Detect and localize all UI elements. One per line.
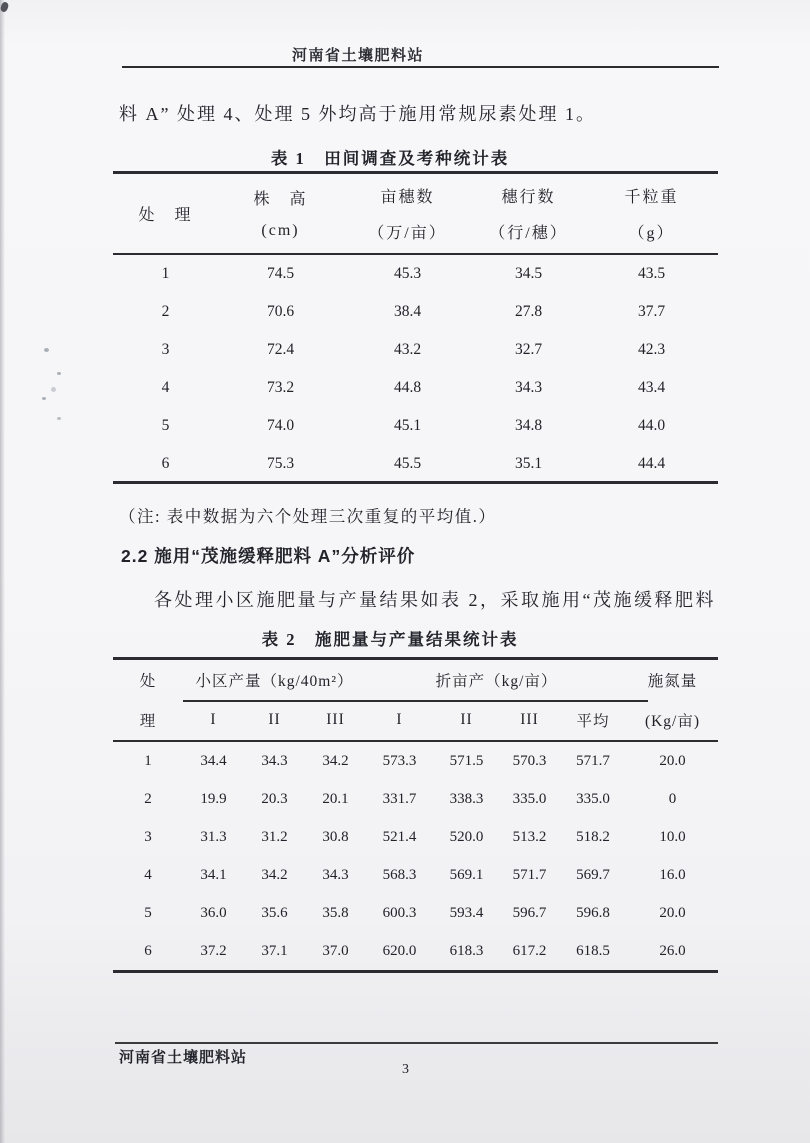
table-cell: 0 xyxy=(668,790,677,807)
table2-title: 表 2 施肥量与产量结果统计表 xyxy=(261,630,519,649)
table1-bottom-rule xyxy=(113,481,718,484)
table2-header-cell: (Kg/亩) xyxy=(644,713,701,730)
section-heading: 2.2 施用“茂施缓释肥料 A”分析评价 xyxy=(121,546,416,566)
table1-header xyxy=(113,173,718,253)
table-cell: 43.5 xyxy=(637,265,666,282)
table-cell: 45.5 xyxy=(393,455,422,472)
header-rule xyxy=(122,66,719,68)
page-footer-title: 河南省土壤肥料站 xyxy=(119,1050,248,1066)
header-unit: （行/穗） xyxy=(489,224,568,242)
table1 xyxy=(113,171,718,484)
table-cell: 34.2 xyxy=(322,752,349,769)
table1-header-cell xyxy=(472,173,585,253)
table1-header-cell xyxy=(343,173,472,253)
table-cell: 35.6 xyxy=(261,904,288,921)
table-cell: 43.4 xyxy=(637,379,666,396)
table1-title: 表 1 田间调查及考种统计表 xyxy=(270,149,510,168)
table2-header-group: 折亩产（kg/亩） xyxy=(435,672,558,690)
table-cell: 34.5 xyxy=(514,265,543,282)
table2-header-cell: III xyxy=(326,711,345,728)
table2-header-group: 小区产量（kg/40m²） xyxy=(195,672,354,690)
table-cell: 618.5 xyxy=(576,942,610,959)
table-cell: 620.0 xyxy=(382,942,417,959)
table-cell: 34.3 xyxy=(322,866,349,883)
table-cell: 570.3 xyxy=(512,752,547,769)
table-cell: 75.3 xyxy=(266,455,295,472)
table-cell: 10.0 xyxy=(659,828,686,845)
table-cell: 34.4 xyxy=(200,752,227,769)
table-cell: 5 xyxy=(161,417,170,434)
header-label: 亩穗数 xyxy=(380,188,435,206)
scan-left-edge-shadow xyxy=(0,0,5,1143)
table2-header-cell: 处 xyxy=(139,672,157,690)
table-cell: 3 xyxy=(144,828,152,845)
table-cell: 571.7 xyxy=(576,752,610,769)
table-cell: 600.3 xyxy=(382,904,417,921)
table-cell: 569.1 xyxy=(449,866,484,883)
table-cell: 19.9 xyxy=(200,790,227,807)
scan-speck xyxy=(51,387,56,392)
table-cell: 74.5 xyxy=(266,265,295,282)
table2-bottom-rule xyxy=(113,970,718,973)
table-cell: 34.1 xyxy=(200,866,227,883)
page-header-title: 河南省土壤肥料站 xyxy=(291,48,424,64)
table-cell: 1 xyxy=(161,265,170,282)
table-cell: 573.3 xyxy=(382,752,417,769)
table-cell: 26.0 xyxy=(659,942,686,959)
table1-note: （注: 表中数据为六个处理三次重复的平均值.） xyxy=(119,507,497,526)
table-cell: 37.2 xyxy=(200,942,227,959)
table-cell: 335.0 xyxy=(512,790,547,807)
table-cell: 31.2 xyxy=(261,828,288,845)
table-cell: 20.0 xyxy=(659,904,686,921)
table-cell: 45.1 xyxy=(393,417,422,434)
table-cell: 43.2 xyxy=(393,341,422,358)
table-cell: 593.4 xyxy=(449,904,484,921)
table-cell: 44.0 xyxy=(637,417,666,434)
header-unit: (cm) xyxy=(261,222,300,239)
table-cell: 35.1 xyxy=(514,455,543,472)
intro-text: 料 A” 处理 4、处理 5 外均高于施用常规尿素处理 1。 xyxy=(119,104,596,124)
table-cell: 568.3 xyxy=(382,866,417,883)
scan-speck xyxy=(57,417,61,420)
table1-header-cell xyxy=(113,173,218,253)
table-cell: 6 xyxy=(144,942,152,959)
scan-speck xyxy=(42,397,46,400)
header-unit: （万/亩） xyxy=(368,224,447,242)
table-cell: 34.2 xyxy=(261,866,288,883)
table1-header-cell xyxy=(585,173,718,253)
table-cell: 521.4 xyxy=(382,828,417,845)
table-cell: 73.2 xyxy=(266,379,295,396)
table1-header-cell xyxy=(218,173,343,253)
header-label: 穗行数 xyxy=(501,188,556,206)
page-number: 3 xyxy=(402,1062,409,1077)
table-cell: 34.3 xyxy=(261,752,288,769)
table-cell: 44.8 xyxy=(393,379,422,396)
table-cell: 37.0 xyxy=(322,942,349,959)
table-cell: 16.0 xyxy=(659,866,686,883)
table-cell: 569.7 xyxy=(576,866,610,883)
table-cell: 36.0 xyxy=(200,904,227,921)
table-cell: 518.2 xyxy=(576,828,610,845)
table-cell: 35.8 xyxy=(322,904,349,921)
table-cell: 34.8 xyxy=(514,417,543,434)
table-cell: 44.4 xyxy=(637,455,666,472)
table-cell: 70.6 xyxy=(266,303,295,320)
table-cell: 27.8 xyxy=(514,303,543,320)
table-cell: 520.0 xyxy=(449,828,484,845)
table2-header-cell: II xyxy=(268,711,281,728)
table-cell: 20.3 xyxy=(261,790,288,807)
table-cell: 596.7 xyxy=(512,904,547,921)
table-cell: 20.0 xyxy=(659,752,686,769)
table2-header-cell: 施氮量 xyxy=(647,672,698,690)
table-cell: 38.4 xyxy=(393,303,422,320)
table-cell: 3 xyxy=(161,341,170,358)
table2 xyxy=(113,657,718,973)
table2-header-cell: II xyxy=(460,711,473,728)
table-cell: 571.5 xyxy=(449,752,484,769)
header-label: 千粒重 xyxy=(624,188,679,206)
table-cell: 6 xyxy=(161,455,170,472)
table-cell: 2 xyxy=(144,790,152,807)
table-cell: 37.1 xyxy=(261,942,288,959)
table1-body xyxy=(113,255,718,483)
table-cell: 37.7 xyxy=(637,303,666,320)
header-label: 株 高 xyxy=(253,191,308,208)
table-cell: 42.3 xyxy=(637,341,666,358)
scan-speck xyxy=(57,372,61,375)
table2-body xyxy=(113,742,718,970)
table-cell: 72.4 xyxy=(266,341,295,358)
table2-header-cell: I xyxy=(210,711,217,728)
table-cell: 20.1 xyxy=(322,790,349,807)
section-paragraph: 各处理小区施肥量与产量结果如表 2，采取施用“茂施缓释肥料 xyxy=(154,590,716,610)
table-cell: 4 xyxy=(144,866,152,883)
table-cell: 5 xyxy=(144,904,152,921)
table-cell: 618.3 xyxy=(449,942,484,959)
table2-header-cell: I xyxy=(396,711,403,728)
header-label: 处 理 xyxy=(138,206,193,224)
table-cell: 335.0 xyxy=(576,790,610,807)
table-cell: 513.2 xyxy=(512,828,547,845)
table2-header-cell: 理 xyxy=(139,713,157,730)
table-cell: 4 xyxy=(161,379,170,396)
table-cell: 30.8 xyxy=(322,828,349,845)
table-cell: 31.3 xyxy=(200,828,227,845)
table-cell: 74.0 xyxy=(266,417,295,434)
table-cell: 338.3 xyxy=(449,790,484,807)
header-unit: （g） xyxy=(628,224,675,242)
table-cell: 2 xyxy=(161,303,170,320)
table-cell: 331.7 xyxy=(382,790,417,807)
footer-rule xyxy=(115,1042,718,1044)
table2-header-cell: III xyxy=(520,711,539,728)
table2-header-cell: 平均 xyxy=(576,713,610,730)
table-cell: 1 xyxy=(144,752,152,769)
table2-group-rule xyxy=(183,700,648,702)
scan-corner-mark xyxy=(0,1,9,13)
table-cell: 45.3 xyxy=(393,265,422,282)
table-cell: 34.3 xyxy=(514,379,543,396)
table-cell: 32.7 xyxy=(514,341,543,358)
table-cell: 617.2 xyxy=(512,942,547,959)
table-cell: 571.7 xyxy=(512,866,547,883)
scan-speck xyxy=(44,348,49,352)
table-cell: 596.8 xyxy=(576,904,610,921)
